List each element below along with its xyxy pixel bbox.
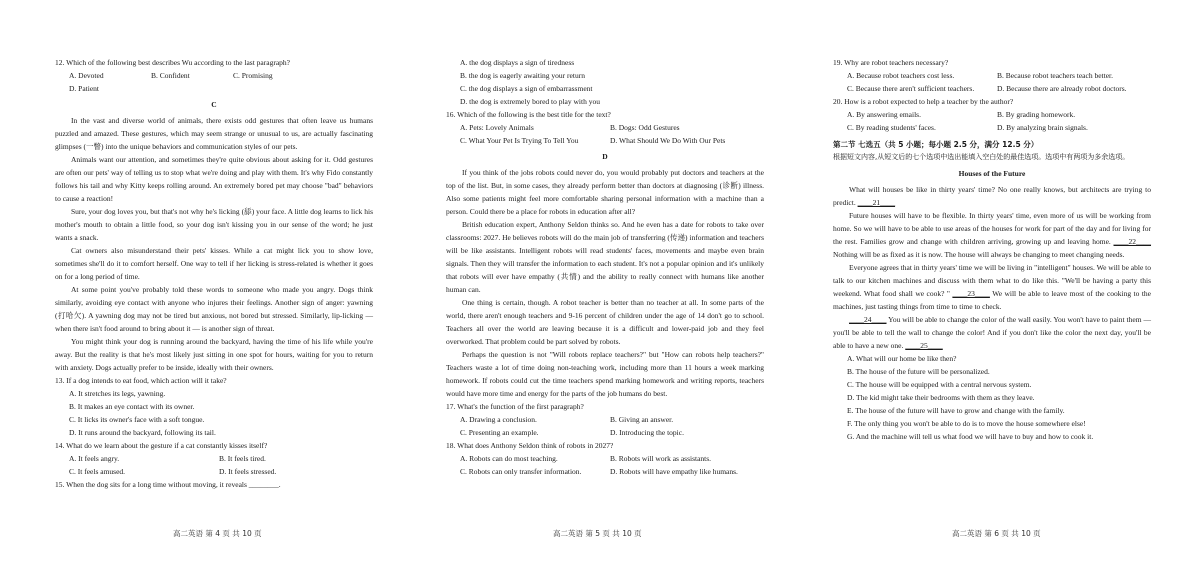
option: D. the dog is extremely bored to play with you	[460, 97, 600, 106]
blank-22: ____22____	[1113, 237, 1152, 246]
paragraph: Cat owners also misunderstand their pets' kisses. While a cat might lick you to show love, sometimes she'll do it to comfort herself. One way to tell if her licking is stress-related is whether it goes on for a long period of time.	[55, 246, 373, 281]
option: C. What Your Pet Is Trying To Tell You	[460, 136, 579, 145]
question-15: 15. When the dog sits for a long time without moving, it reveals ________.	[55, 480, 281, 489]
page-5-column	[446, 56, 764, 478]
option: B. By grading homework.	[997, 110, 1076, 119]
paragraph-text: Everyone agrees that in thirty years' time we will be living in "intelligent" houses. We will be able to talk to our kitchen machines and discuss with them what to do like this. "We'll be having a party this weekend. What food shall we cook? "	[833, 263, 1151, 298]
paragraph: At some point you've probably told these words to someone who made you angry. Dogs think similarly, avoiding eye contact with anyone who injures their feelings. Another sign of anger: yawning (打哈欠). A yawning dog may not be tired but anxious, not bored but stressed. Similarly, lip-licking — when there isn't food around to bring about it — is another sign of threat.	[55, 285, 373, 333]
paragraph-text: Future houses will have to be flexible. In thirty years' time, even more of us will be working from home. So we will have to be able to use areas of the houses for work for part of the day and for living for the rest. Families grow and change with children arriving, growing up and leaving home.	[833, 211, 1151, 246]
option: D. It runs around the backyard, following its tail.	[69, 428, 216, 437]
section-2-instructions: 根据短文内容,从短文后的七个选项中选出能填入空白处的最佳选项。选项中有两项为多余选项。	[833, 153, 1130, 161]
blank-23: ____23____	[952, 289, 990, 298]
option: C. It licks its owner's face with a soft tongue.	[69, 415, 205, 424]
page-footer: 高二英语 第 6 页 共 10 页	[952, 529, 1041, 538]
option: B. Giving an answer.	[610, 415, 674, 424]
question-12-options	[55, 69, 373, 95]
option: B. It feels tired.	[219, 454, 266, 463]
question-19-options	[833, 69, 1151, 95]
passage-c-heading: C	[211, 100, 217, 109]
option: C. Presenting an example.	[460, 428, 539, 437]
option: C. Promising	[233, 71, 273, 80]
option: D. Introducing the topic.	[610, 428, 684, 437]
question-15-options	[446, 56, 764, 108]
option: A. the dog displays a sign of tiredness	[460, 58, 575, 67]
question-16: 16. Which of the following is the best title for the text?	[446, 110, 611, 119]
question-13: 13. If a dog intends to eat food, which action will it take?	[55, 376, 227, 385]
option: F. The only thing you won't be able to do is to move the house somewhere else!	[847, 419, 1086, 428]
option: C. the dog displays a sign of embarrassment	[460, 84, 593, 93]
option: D. What Should We Do With Our Pets	[610, 136, 726, 145]
option: C. Robots can only transfer information.	[460, 467, 582, 476]
paragraph-text: What will houses be like in thirty years' time? No one really knows, but architects are trying to predict.	[833, 185, 1151, 207]
option: A. What will our home be like then?	[847, 354, 957, 363]
blank-24: ____24____	[849, 315, 887, 324]
question-18-options	[446, 452, 764, 478]
question-12: 12. Which of the following best describes Wu according to the last paragraph?	[55, 58, 290, 67]
option: D. The kid might take their bedrooms with them as they leave.	[847, 393, 1035, 402]
page-footer: 高二英语 第 4 页 共 10 页	[173, 529, 262, 538]
paragraph: Perhaps the question is not "Will robots replace teachers?" but "How can robots help teachers?" Teachers waste a lot of time doing non-teaching work, including more than 11 hours a week marking homework. If robots could cut the time teachers spend marking homework and writing reports, teachers would have more time and energy for the parts of the job humans do best.	[446, 350, 764, 398]
page-4-column	[55, 56, 373, 491]
page-6-column	[833, 56, 1151, 443]
option: C. The house will be equipped with a central nervous system.	[847, 380, 1032, 389]
question-14: 14. What do we learn about the gesture if a cat constantly kisses itself?	[55, 441, 268, 450]
question-19: 19. Why are robot teachers necessary?	[833, 58, 949, 67]
paragraph: One thing is certain, though. A robot teacher is better than no teacher at all. In some parts of the world, there aren't enough teachers and 9-16 percent of children under the age of 14 don't go to school. Teachers all over the world are leaving because it is a difficult and lower-paid job and they feel overworked. That problem could be part solved by robots.	[446, 298, 764, 346]
question-17: 17. What's the function of the first paragraph?	[446, 402, 584, 411]
option: A. Pets: Lovely Animals	[460, 123, 534, 132]
question-20-options	[833, 108, 1151, 134]
option: B. The house of the future will be personalized.	[847, 367, 990, 376]
option: C. Because there aren't sufficient teachers.	[847, 84, 975, 93]
question-17-options	[446, 413, 764, 439]
option: A. By answering emails.	[847, 110, 921, 119]
option: A. Devoted	[69, 71, 104, 80]
question-14-options	[55, 452, 373, 478]
question-13-options	[55, 387, 373, 439]
passage-d-heading: D	[602, 152, 608, 161]
option: D. Robots will have empathy like humans.	[610, 467, 738, 476]
option: B. It makes an eye contact with its owner.	[69, 402, 195, 411]
option: B. Confident	[151, 71, 190, 80]
paragraph-text: You will be able to change the color of the wall easily. You won't have to paint them — you'll be able to tell the wall to change the color! And if you don't like the color the next day, you'll be able to have a new one.	[833, 315, 1151, 350]
option: G. And the machine will tell us what food we will have to buy and how to cook it.	[847, 432, 1094, 441]
option: B. Because robot teachers teach better.	[997, 71, 1113, 80]
paragraph: You might think your dog is running around the backyard, having the time of his life while you're away. But the reality is that he's most likely just sitting in one spot for hours, waiting for you to return with anxiety. Dogs actually prefer to be inside, ideally with their owners.	[55, 337, 373, 372]
blank-25: ____25____	[905, 341, 943, 350]
passage-title: Houses of the Future	[958, 169, 1026, 178]
option: E. The house of the future will have to grow and change with the family.	[847, 406, 1065, 415]
paragraph	[833, 261, 1151, 313]
question-18: 18. What does Anthony Seldon think of robots in 2027?	[446, 441, 614, 450]
option: B. the dog is eagerly awaiting your return	[460, 71, 585, 80]
option: D. By analyzing brain signals.	[997, 123, 1088, 132]
option: A. It stretches its legs, yawning.	[69, 389, 166, 398]
page-footer: 高二英语 第 5 页 共 10 页	[553, 529, 642, 538]
option: A. Because robot teachers cost less.	[847, 71, 955, 80]
paragraph-text: Nothing will be as fixed as it is now. The house will always be changing to meet changing needs.	[833, 250, 1125, 259]
paragraph	[833, 209, 1151, 261]
option: A. Robots can do most teaching.	[460, 454, 558, 463]
paragraph: If you think of the jobs robots could never do, you would probably put doctors and teachers at the top of the list. But, in some cases, they already perform better than doctors at diagnosing (诊断) illness. Also some patients might feel more comfortable sharing personal information with a machine than a person. Could there be a place for robots in education after all?	[446, 168, 764, 216]
option: D. It feels stressed.	[219, 467, 277, 476]
paragraph: Sure, your dog loves you, but that's not why he's licking (舔) your face. A little dog learns to lick his mother's mouth to obtain a little food, so your dog isn't kissing you in our sense of the word; he just wants a snack.	[55, 207, 373, 242]
option: C. By reading students' faces.	[847, 123, 936, 132]
option: C. It feels amused.	[69, 467, 126, 476]
paragraph	[833, 313, 1151, 352]
option: D. Patient	[69, 84, 99, 93]
section-2-heading: 第二节 七选五（共 5 小题；每小题 2.5 分，满分 12.5 分）	[833, 140, 1039, 149]
option: B. Dogs: Odd Gestures	[610, 123, 680, 132]
option: D. Because there are already robot doctors.	[997, 84, 1127, 93]
question-20: 20. How is a robot expected to help a teacher by the author?	[833, 97, 1014, 106]
option: B. Robots will work as assistants.	[610, 454, 712, 463]
paragraph: Animals want our attention, and sometimes they're quite obvious about asking for it. Odd gestures are often our pets' way of telling us to stop what we're doing and play with them. It's why Fido constantly follows his tail and why Kitty keeps rolling around. An extremely bored pet may choose "bad" behaviors to cause a reaction!	[55, 155, 373, 203]
paragraph-text: We will be able to leave most of the cooking to the machines, just tasting things from time to time to check.	[833, 289, 1152, 311]
option: A. It feels angry.	[69, 454, 120, 463]
paragraph: In the vast and diverse world of animals, there exists odd gestures that often leave us humans puzzled and amazed. These gestures, which may seem strange or unusual to us, are actually fascinating glimpses (一瞥) into the unique behaviors and communication styles of our pets.	[55, 116, 373, 151]
option: A. Drawing a conclusion.	[460, 415, 537, 424]
paragraph	[833, 183, 1151, 209]
seven-choice-options	[833, 352, 1151, 443]
blank-21: ____21____	[857, 198, 896, 207]
question-16-options	[446, 121, 764, 147]
paragraph: British education expert, Anthony Seldon thinks so. And he even has a date for robots to take over classrooms: 2027. He believes robots will do the main job of transferring (传递) information and teachers will be like assistants. Intelligent robots will read students' faces, movements and maybe even brain signals. Then they will transfer the information to each student. It's not a popular opinion and it's unlikely that robots will ever have empathy (共情) and the ability to really connect with humans like another human can.	[446, 220, 764, 294]
